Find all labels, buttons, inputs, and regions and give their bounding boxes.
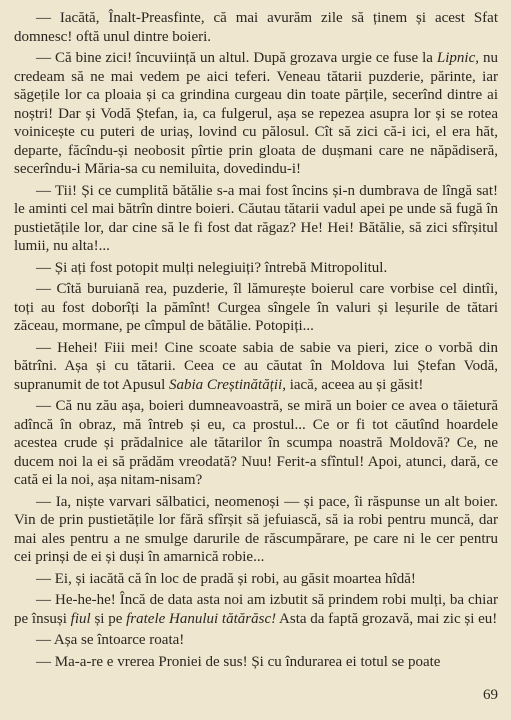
paragraph xyxy=(14,631,498,650)
text-fragment: — Ma-a-re e vrerea Proniei de sus! Și cu îndurarea ei totul se poate xyxy=(36,653,441,670)
paragraph xyxy=(14,280,498,336)
paragraph xyxy=(14,259,498,278)
text-fragment: — Cîtă buruiană rea, puzderie, îl lămurește boierul care vorbise cel dintîi, toți au fost doborîți la pămînt! Curgea sîngele în valuri și leșurile de tătari zăceau, mormane, pe cîmpul de bătălie. Potopiți... xyxy=(14,281,498,334)
page-number: 69 xyxy=(483,687,498,703)
text-fragment: — Tii! Și ce cumplită bătălie s-a mai fost încins și-n dumbrava de lîngă sat! le aminti cel mai bătrîn dintre boieri. Căutau tătarii vadul apei pe unde să fugă în pustietățile lor, dar cine să le fi fost dat răgaz? He! Hei! Bătălie, să zici sfîrșitul lumii, nu alta!... xyxy=(14,182,498,254)
paragraph xyxy=(14,182,498,256)
text-fragment: — Și ați fost potopit mulți nelegiuiți? întrebă Mitropolitul. xyxy=(36,259,388,276)
text-fragment: — Așa se întoarce roata! xyxy=(36,632,185,648)
text-fragment: — Ia, niște varvari sălbatici, neomenoși — și pace, îi răspunse un alt boier. Vin de prin pustietățile lor fără sfîrșit să jefuiască, să ia robi pentru muncă, dar mai ales pentru a ne smulge darurile de răscumpărare, pe care ni le cer pentru cei prinși de ei și duși în amarnică robie... xyxy=(14,493,498,565)
text-fragment: Asta da faptă grozavă, mai zic și eu! xyxy=(276,610,498,627)
italic-fragment: Lipnic, xyxy=(436,50,480,66)
text-fragment: iacă, aceea au și găsit! xyxy=(285,376,424,393)
paragraph xyxy=(14,9,498,46)
text-fragment: nu credeam să ne mai vedem pe aici teferi. Veneau tătarii puzderie, părinte, iar săgețile lor ca ploaia și ca grindina curgeau din toate părțile, secerînd dintre ai noștri! Dar și Vodă Ștefan, ia, ca fulgerul, așa se repezea asupra lor și se rotea voinicește cu puteri de uriaș, lovind cu pălosul. Cît să zici că-i ici, el era hăt, departe, făcîndu-și neobosit pîrtie prin gloata de dușmani care ne năpădiseră, secerîndu-i Măria-sa cu nemiluita, dovedindu-i! xyxy=(14,50,498,177)
text-fragment: și pe xyxy=(90,610,127,627)
italic-fragment: fiul xyxy=(70,610,91,627)
italic-fragment: Sabia Creștinătății, xyxy=(169,376,286,393)
text-fragment: — Iacătă, Înalt-Preasfinte, că mai avurăm zile să ținem și acest Sfat domnesc! oftă unul dintre boieri. xyxy=(14,10,498,45)
text-fragment: — Că bine zici! încuviință un altul. După grozava urgie ce fuse la xyxy=(36,50,437,66)
paragraph xyxy=(14,397,498,490)
paragraph xyxy=(14,591,498,628)
paragraph xyxy=(14,653,498,672)
text-fragment: — Ei, și iacătă că în loc de pradă și robi, au găsit moartea hîdă! xyxy=(36,570,416,587)
paragraph xyxy=(14,339,498,395)
page-text xyxy=(14,9,498,674)
text-fragment: — Hehei! Fiii mei! Cine scoate sabia de sabie va pieri, zice o vorbă din bătrîni. Așa și cu tătarii. Ceea ce au căutat în Moldova lui Ștefan Vodă, supranumit de tot Apusul xyxy=(14,339,498,393)
italic-fragment: fratele Hanului tătărăsc! xyxy=(126,610,277,627)
paragraph xyxy=(14,49,498,179)
text-fragment: — Că nu zău așa, boieri dumneavoastră, se miră un boier ce avea o tăietură adîncă în obraz, mă întreb și eu, ca prostul... Ce or fi tot căutînd hoardele acestea crude și prădalnice ale tătarilor în scumpa noastră Moldovă? Ce, ne ducem noi la ei să prădăm vreodată? Nuu! Ferit-a sfîntul! Apoi, atunci, dară, ce cată ei la noi, așa nitam-nisam? xyxy=(14,398,498,488)
paragraph xyxy=(14,493,498,567)
paragraph xyxy=(14,570,498,589)
text-fragment: — He-he-he! Încă de data asta noi am izbutit să prindem robi mulți, ba chiar pe însuși xyxy=(14,592,498,627)
